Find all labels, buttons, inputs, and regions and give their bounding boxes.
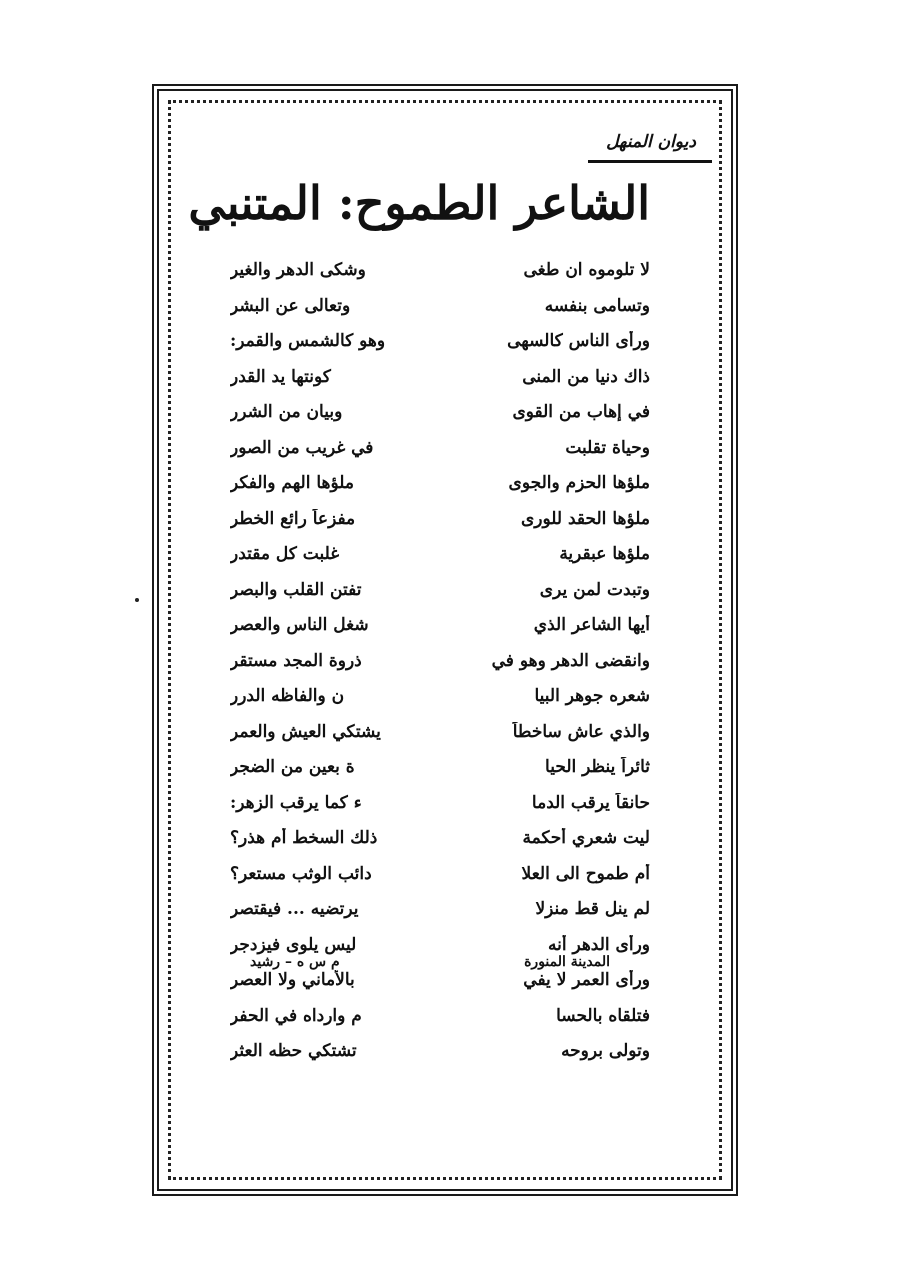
verse-first-hemistich: ليت شعري أحكمة (522, 828, 650, 848)
verse-first-hemistich: وتولى بروحه (561, 1041, 650, 1061)
verse-first-hemistich: وتبدت لمن يرى (539, 579, 650, 600)
verse-line (230, 260, 650, 296)
verse-first-hemistich: ورأى الدهر أنه (547, 934, 650, 955)
verse-second-hemistich: يرتضيه ... فيقتصر (230, 899, 359, 919)
verse-first-hemistich: لا تلوموه ان طغى (523, 260, 650, 280)
verse-second-hemistich: في غريب من الصور (230, 437, 374, 458)
verse-first-hemistich: فتلقاه بالحسا (556, 1005, 650, 1026)
verse-first-hemistich: ورأى الناس كالسهى (507, 331, 650, 351)
verse-line (230, 1041, 650, 1077)
section-label-underline (588, 160, 712, 163)
verse-first-hemistich: وتسامى بنفسه (544, 295, 650, 316)
verse-line (230, 296, 650, 332)
verse-second-hemistich: بالأماني ولا العصر (230, 970, 355, 990)
verse-second-hemistich: دائب الوثب مستعر؟ (230, 863, 372, 884)
verse-second-hemistich: تفتن القلب والبصر (230, 579, 362, 600)
verse-first-hemistich: ملؤها الحزم والجوى (508, 473, 650, 493)
verse-line (230, 438, 650, 474)
verse-second-hemistich: ليس يلوى فيزدجر (230, 934, 357, 955)
poem-footer (250, 954, 610, 970)
verse-line (230, 331, 650, 367)
verse-second-hemistich: م وارداه في الحفر (230, 1005, 362, 1026)
verse-second-hemistich: ء كما يرقب الزهر: (230, 792, 362, 813)
verse-first-hemistich: في إهاب من القوى (512, 402, 650, 422)
verse-line (230, 615, 650, 651)
verse-second-hemistich: ذلك السخط أم هذر؟ (230, 828, 378, 848)
footer-author: م س ه – رشيد (250, 954, 340, 970)
verse-second-hemistich: غلبت كل مقتدر (230, 544, 340, 564)
verse-second-hemistich: يشتكي العيش والعمر (230, 721, 381, 742)
verse-second-hemistich: وبيان من الشرر (230, 402, 343, 422)
verse-first-hemistich: ملؤها الحقد للورى (520, 508, 650, 529)
verse-line (230, 367, 650, 403)
verse-second-hemistich: وهو كالشمس والقمر: (230, 331, 386, 351)
verse-first-hemistich: وحياة تقلبت (565, 437, 650, 458)
verse-line (230, 651, 650, 687)
verse-line (230, 970, 650, 1006)
verse-line (230, 864, 650, 900)
verse-second-hemistich: وشكى الدهر والغير (230, 260, 366, 280)
verse-second-hemistich: ذروة المجد مستقر (230, 650, 362, 671)
verse-first-hemistich: وانقضى الدهر وهو في (491, 650, 650, 671)
verse-second-hemistich: ملؤها الهم والفكر (230, 473, 355, 493)
verse-line (230, 686, 650, 722)
verse-line (230, 828, 650, 864)
verse-line (230, 757, 650, 793)
section-label: ديوان المنهل (606, 132, 696, 152)
verse-line (230, 793, 650, 829)
verse-first-hemistich: ملؤها عبقرية (559, 544, 650, 564)
verse-first-hemistich: ثائراً ينظر الحيا (545, 757, 650, 777)
verse-second-hemistich: وتعالى عن البشر (230, 295, 351, 316)
poem-title: الشاعر الطموح: المتنبي (188, 176, 650, 230)
verse-first-hemistich: أم طموح الى العلا (521, 863, 650, 884)
stray-ink-dot (135, 598, 139, 602)
verse-first-hemistich: شعره جوهر البيا (534, 686, 650, 706)
verse-second-hemistich: شغل الناس والعصر (230, 615, 369, 635)
verse-second-hemistich: مفزعاً رائع الخطر (230, 508, 356, 529)
verse-line (230, 402, 650, 438)
verse-second-hemistich: ة بعين من الضجر (230, 757, 355, 777)
verse-first-hemistich: والذي عاش ساخطاً (512, 721, 650, 742)
verse-line (230, 1006, 650, 1042)
verse-second-hemistich: تشتكي حظه العثر (230, 1041, 357, 1061)
verse-line (230, 580, 650, 616)
verse-line (230, 722, 650, 758)
verse-first-hemistich: لم ينل قط منزلا (535, 899, 650, 919)
verse-first-hemistich: ورأى العمر لا يفي (523, 970, 650, 990)
verse-line (230, 544, 650, 580)
verse-line (230, 509, 650, 545)
verse-first-hemistich: ذاك دنيا من المنى (522, 366, 650, 387)
verse-first-hemistich: حانقاً يرقب الدما (531, 792, 650, 813)
verse-line (230, 473, 650, 509)
footer-place: المدينة المنورة (524, 954, 610, 970)
verse-line (230, 899, 650, 935)
verse-second-hemistich: ن والفاظه الدرر (230, 686, 345, 706)
verse-first-hemistich: أيها الشاعر الذي (533, 615, 650, 635)
verse-second-hemistich: كونتها يد القدر (230, 366, 331, 387)
